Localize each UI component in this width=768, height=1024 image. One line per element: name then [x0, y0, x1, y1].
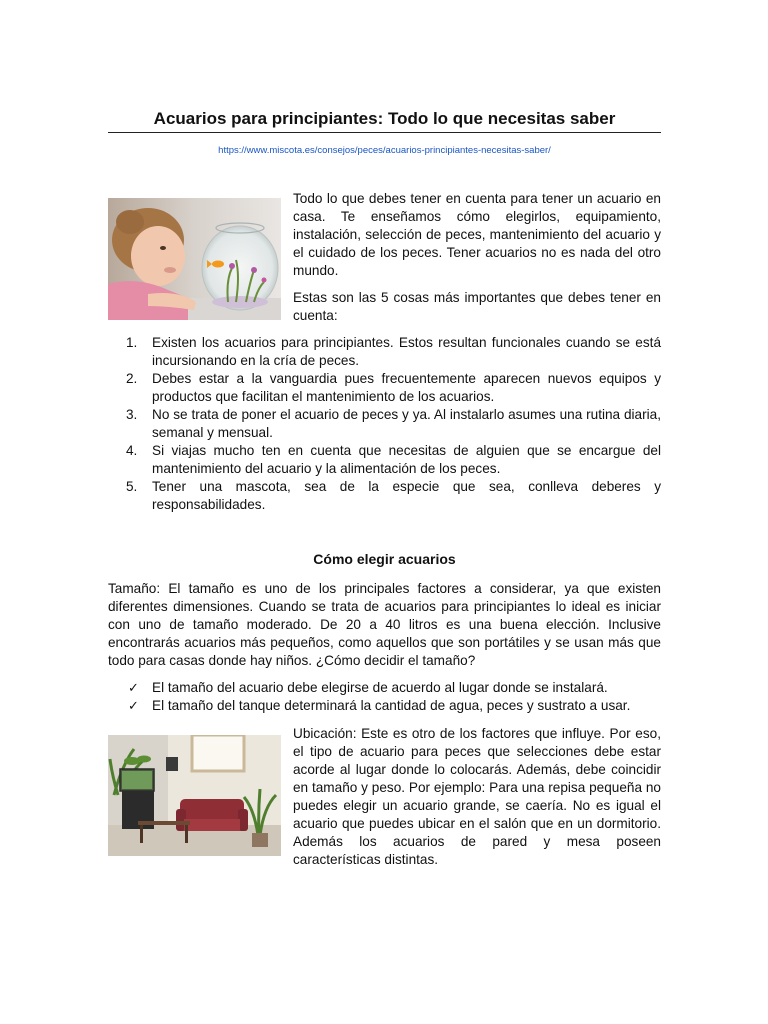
list-item-text: Tener una mascota, sea de la especie que sea, conlleva deberes y responsabilidades. [152, 479, 661, 512]
size-paragraph: Tamaño: El tamaño es uno de los principales factores a considerar, ya que existen diferentes dimensiones. Cuando se trata de acuarios para principiantes lo ideal es iniciar con uno de tamaño moderado. De 20 a 40 litros es una buena elección. Inclusive encontrarás acuarios más pequeños, como aquellos que son portátiles y se usan más que todo para casas donde hay niños. ¿Cómo decidir el tamaño? [108, 581, 661, 668]
things-to-know-list [126, 334, 661, 514]
checkmark-icon: ✓ [128, 698, 139, 713]
list-number: 2. [126, 371, 138, 386]
list-item [126, 406, 661, 442]
list-number: 1. [126, 335, 138, 350]
title-rule [108, 132, 661, 133]
list-item [126, 478, 661, 514]
list-number: 4. [126, 443, 138, 458]
list-item-text: Debes estar a la vanguardia pues frecuentemente aparecen nuevos equipos y productos que facilitan el mantenimiento de los acuarios. [152, 371, 661, 404]
list-item-text: Existen los acuarios para principiantes. Estos resultan funcionales cuando se está incursionando en la cría de peces. [152, 335, 661, 368]
intro-paragraph-1: Todo lo que debes tener en cuenta para tener un acuario en casa. Te enseñamos cómo elegirlos, equipamiento, instalación, selección de peces, mantenimiento del acuario y el cuidado de los peces. Tener acuarios no es nada del otro mundo. [293, 191, 661, 278]
list-number: 5. [126, 479, 138, 494]
living-room-aquarium-photo [108, 735, 281, 856]
location-paragraph: Ubicación: Este es otro de los factores que influye. Por eso, el tipo de acuario para peces que selecciones debe estar acorde al lugar donde lo colocarás. Además, debe coincidir en tamaño y peso. Por ejemplo: Para una repisa pequeña no puedes elegir un acuario grande, se caería. No es igual el acuario que puedes ubicar en el salón que en un dormitorio. Además los acuarios de pared y mesa poseen características distintas. [293, 726, 661, 867]
checklist-item-text: El tamaño del acuario debe elegirse de acuerdo al lugar donde se instalará. [152, 680, 608, 695]
list-item [126, 370, 661, 406]
checklist-item [126, 679, 661, 697]
checkmark-icon: ✓ [128, 680, 139, 695]
list-number: 3. [126, 407, 138, 422]
section-heading: Cómo elegir acuarios [313, 551, 456, 567]
source-url-link[interactable]: https://www.miscota.es/consejos/peces/acuarios-principiantes-necesitas-saber/ [218, 145, 551, 156]
size-checklist [126, 679, 661, 715]
checklist-item [126, 697, 661, 715]
intro-text [293, 190, 661, 334]
list-item-text: No se trata de poner el acuario de peces y ya. Al instalarlo asumes una rutina diaria, semanal y mensual. [152, 407, 661, 440]
page-title: Acuarios para principiantes: Todo lo que necesitas saber [153, 109, 616, 128]
list-item-text: Si viajas mucho ten en cuenta que necesitas de alguien que se encargue del mantenimiento del acuario y la alimentación de los peces. [152, 443, 661, 476]
list-item [126, 442, 661, 478]
checklist-item-text: El tamaño del tanque determinará la cantidad de agua, peces y sustrato a usar. [152, 698, 631, 713]
intro-paragraph-2: Estas son las 5 cosas más importantes que debes tener en cuenta: [293, 290, 661, 323]
child-fishbowl-photo [108, 198, 281, 320]
list-item [126, 334, 661, 370]
